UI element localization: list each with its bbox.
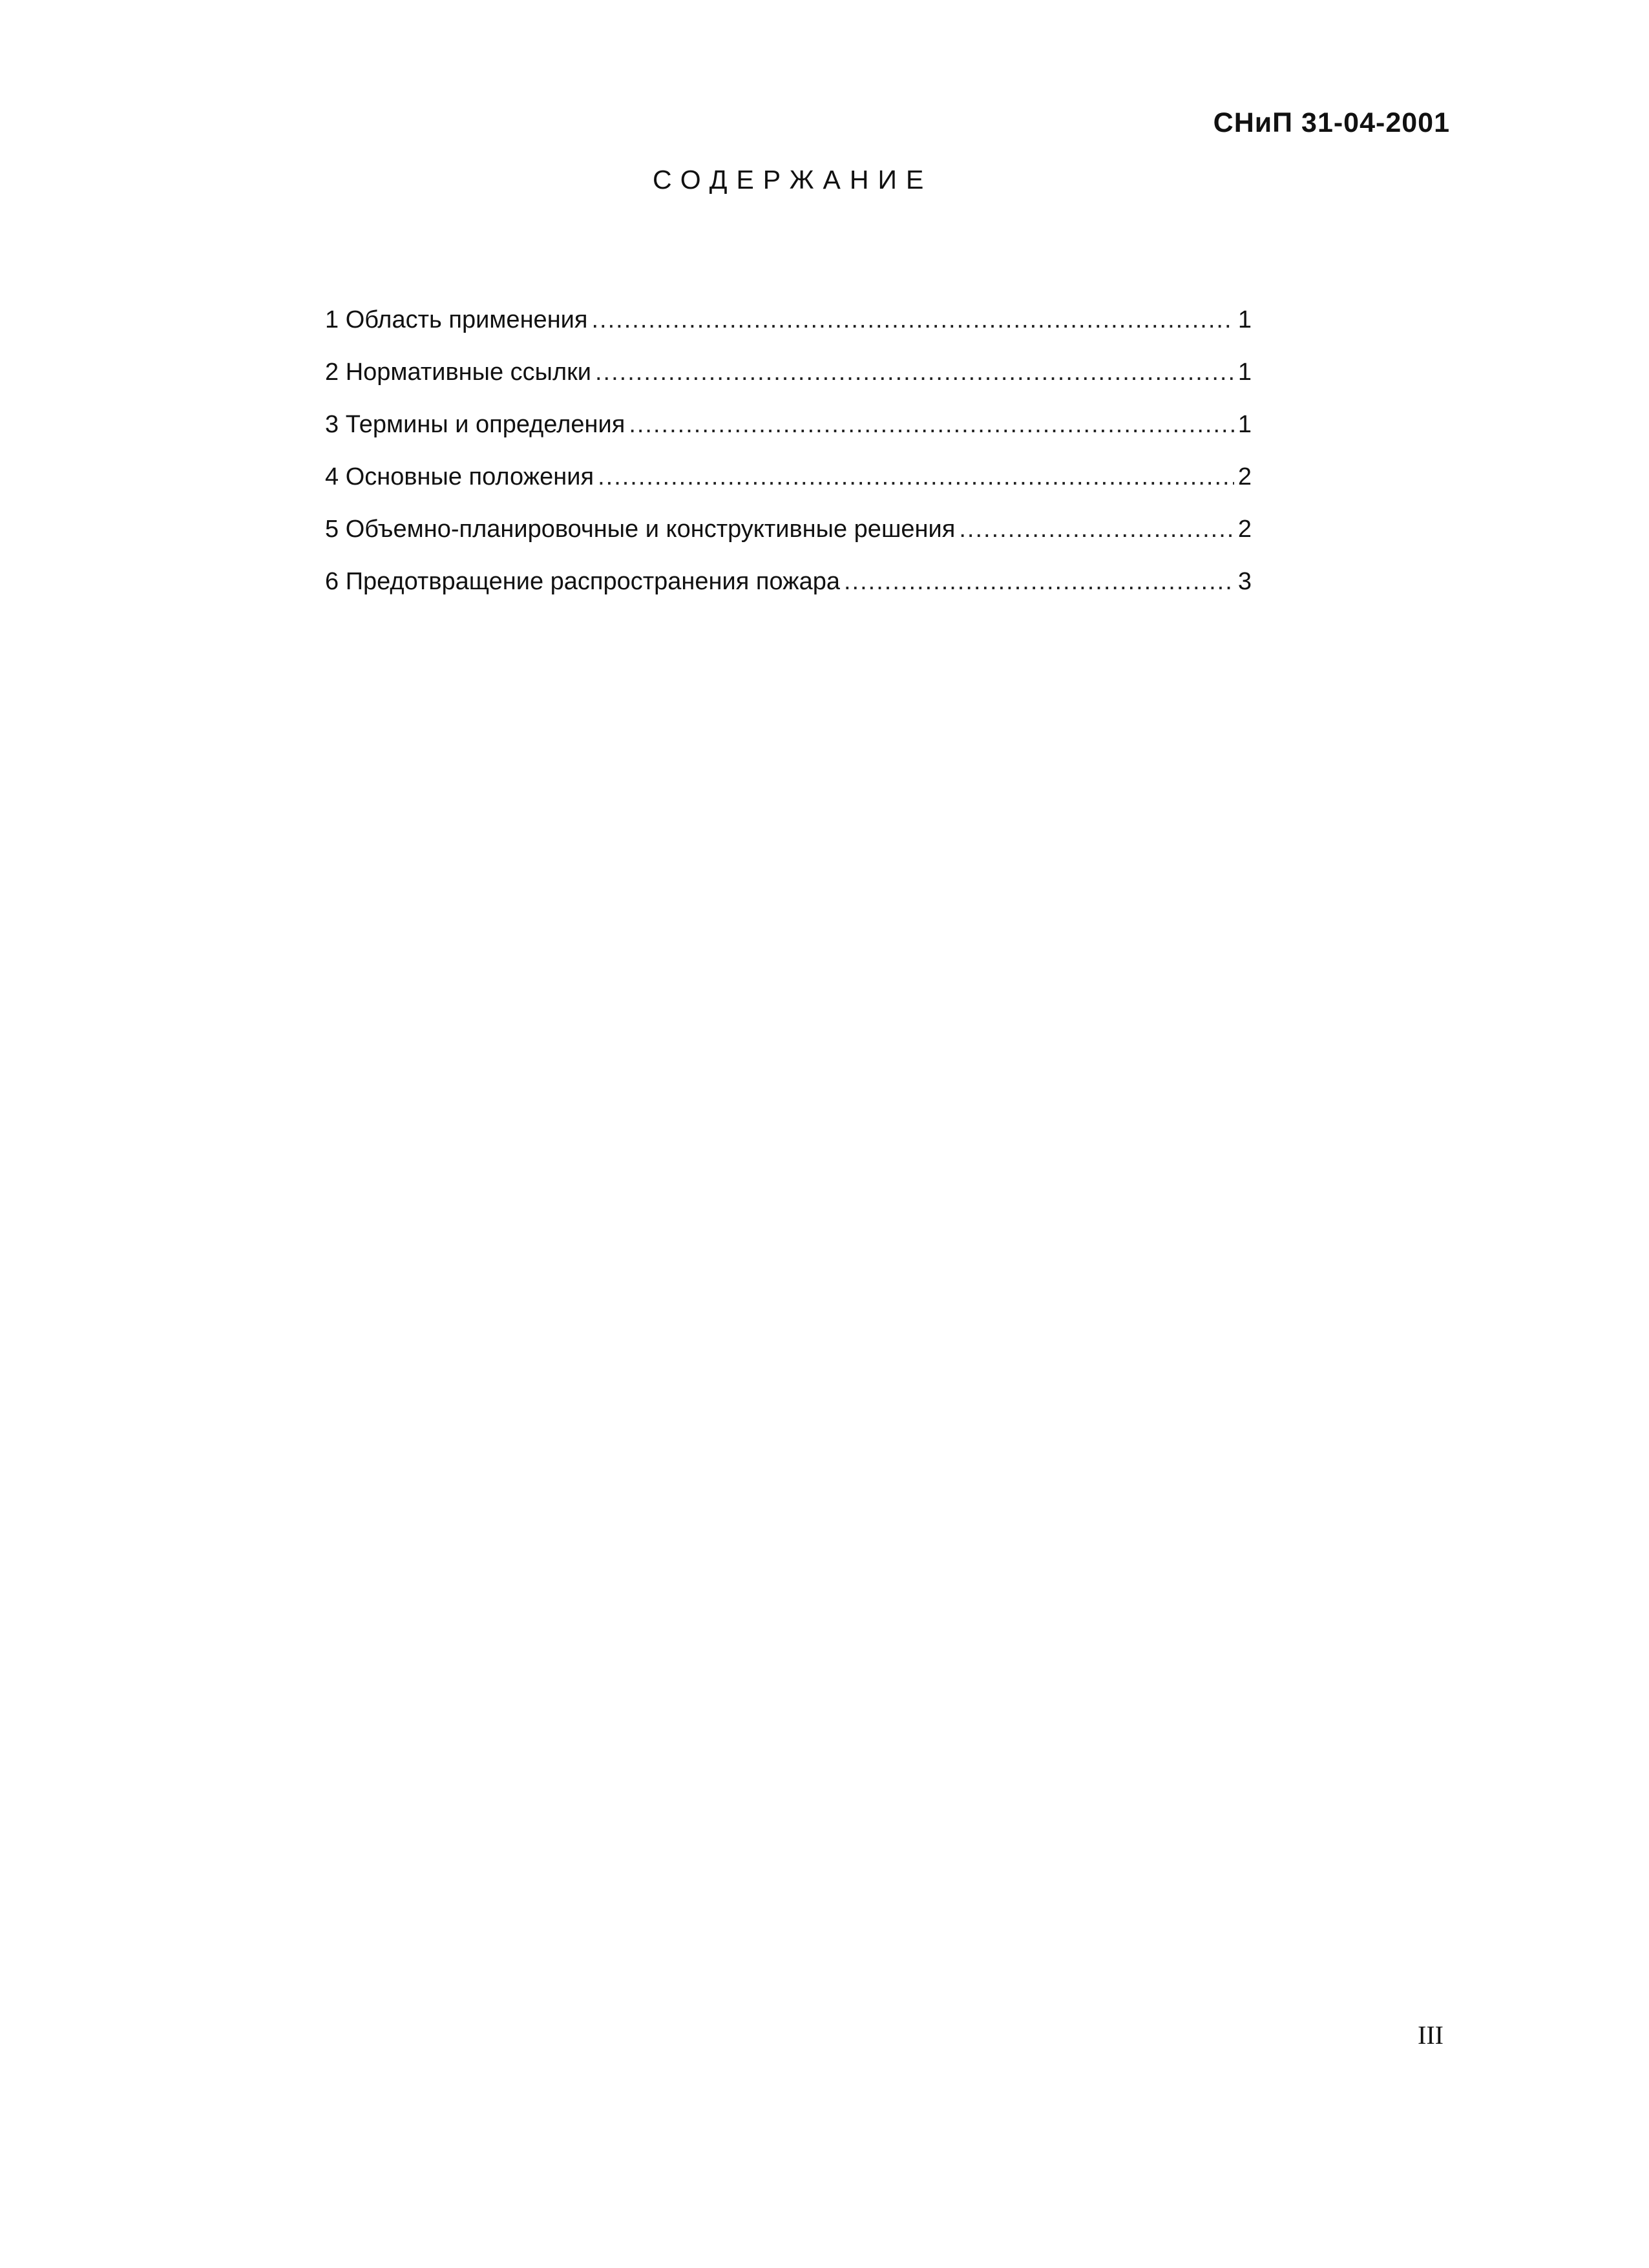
toc-title: СОДЕРЖАНИЕ: [653, 165, 933, 194]
toc-leader-dots: [844, 568, 1234, 596]
toc-item[interactable]: [325, 516, 1252, 568]
toc-item-page: 2: [1237, 516, 1252, 543]
toc-item-label: 6 Предотвращение распространения пожара: [325, 568, 840, 595]
toc-item-label: 5 Объемно-планировочные и конструктивные решения: [325, 516, 956, 543]
toc-leader-dots: [591, 306, 1234, 334]
toc-item-page: 1: [1237, 359, 1252, 386]
toc-leader-dots: [595, 359, 1234, 386]
toc-item[interactable]: [325, 568, 1252, 620]
toc-item-label: 1 Область применения: [325, 306, 588, 333]
toc-item[interactable]: [325, 306, 1252, 359]
toc-leader-dots: [598, 463, 1234, 491]
page-number: III: [1418, 2021, 1444, 2050]
toc-leader-dots: [959, 516, 1234, 543]
toc-item-label: 2 Нормативные ссылки: [325, 359, 591, 386]
toc-item-page: 1: [1237, 306, 1252, 333]
table-of-contents: [325, 306, 1252, 620]
toc-item[interactable]: [325, 463, 1252, 516]
toc-item-page: 3: [1237, 568, 1252, 595]
toc-item[interactable]: [325, 359, 1252, 411]
document-code: СНиП 31-04-2001: [1213, 107, 1450, 138]
toc-leader-dots: [629, 411, 1234, 439]
toc-item-label: 3 Термины и определения: [325, 411, 625, 438]
toc-item-label: 4 Основные положения: [325, 463, 594, 490]
toc-item-page: 1: [1237, 411, 1252, 438]
toc-item[interactable]: [325, 411, 1252, 463]
toc-item-page: 2: [1237, 463, 1252, 490]
